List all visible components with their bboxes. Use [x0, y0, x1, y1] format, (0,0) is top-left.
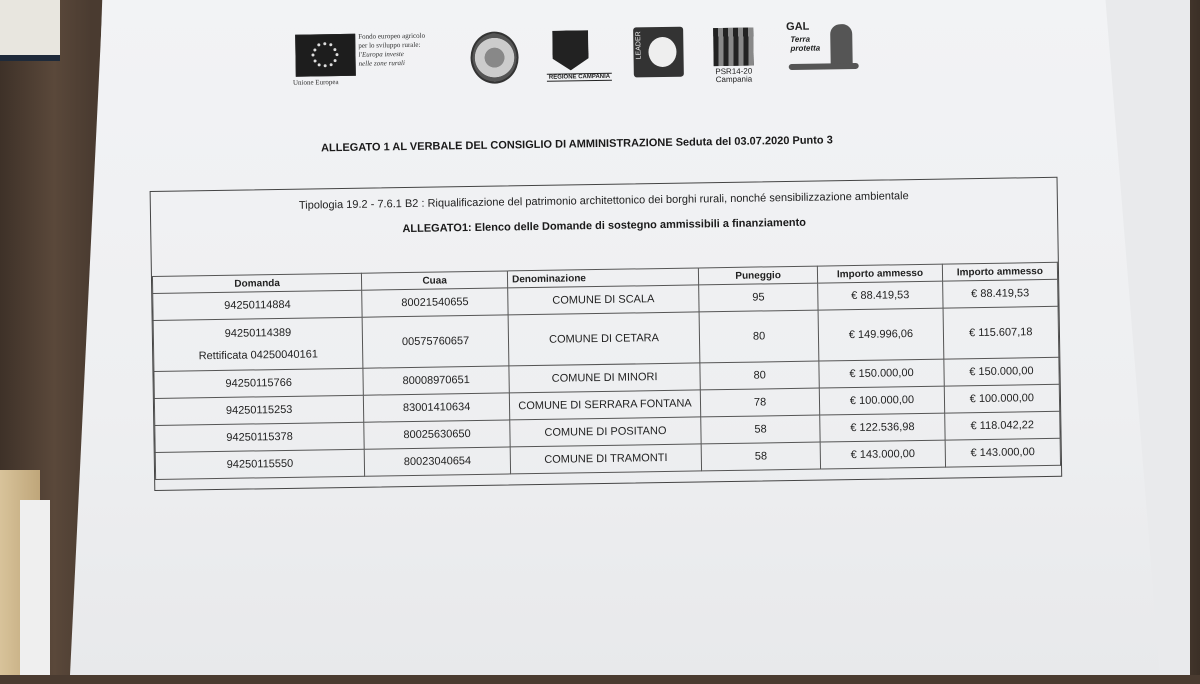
col-header-importo-ammesso-2: Importo ammesso [942, 262, 1058, 281]
leader-logo-icon [633, 27, 684, 78]
cell-domanda: 94250114884 [153, 290, 363, 320]
cell-denominazione: COMUNE DI SCALA [508, 285, 699, 315]
applications-box [150, 177, 1063, 491]
cell-denominazione: COMUNE DI TRAMONTI [510, 444, 701, 474]
cell-domanda [153, 317, 363, 371]
eu-star-icon [323, 42, 326, 45]
cell-cuaa: 83001410634 [364, 393, 510, 422]
eu-star-icon [334, 48, 337, 51]
domanda-number: 94250114389 [224, 326, 292, 340]
tipologia-text: Tipologia 19.2 - 7.6.1 B2 : Riqualificazione del patrimonio architettonico dei borghi rurali, nonché sensibilizzazione ambientale [298, 190, 909, 212]
eu-star-icon [317, 44, 320, 47]
col-header-cuaa: Cuaa [362, 271, 508, 290]
eu-flag-icon [295, 34, 356, 77]
cell-cuaa: 80025630650 [364, 420, 510, 449]
cell-cuaa: 00575760657 [362, 315, 509, 368]
eu-fund-line: nelle zone rurali [358, 59, 405, 68]
eu-star-icon [313, 59, 316, 62]
psr-label-line: Campania [715, 74, 753, 85]
eu-fund-line: per lo sviluppo rurale: [358, 40, 421, 50]
italian-republic-emblem-icon [470, 31, 519, 84]
eu-star-icon [330, 63, 333, 66]
col-header-domanda: Domanda [152, 273, 361, 293]
cell-denominazione: COMUNE DI MINORI [509, 363, 700, 393]
campania-shield-icon [552, 30, 589, 71]
cell-denominazione: COMUNE DI POSITANO [510, 417, 701, 447]
gal-subtitle-line: Terra [790, 34, 811, 44]
cell-importo-2: € 88.419,53 [942, 279, 1058, 308]
campania-label: REGIONE CAMPANIA [547, 73, 612, 82]
domanda-note: Rettificata 04250040161 [198, 348, 319, 363]
cell-denominazione: COMUNE DI CETARA [508, 312, 700, 366]
heading-main: ALLEGATO 1 AL VERBALE DEL CONSIGLIO DI AMMINISTRAZIONE [320, 136, 673, 155]
cell-importo: € 122.536,98 [820, 413, 945, 442]
col-header-denominazione: Denominazione [507, 268, 698, 288]
cell-punteggio: 95 [699, 283, 819, 312]
leader-label: LEADER [635, 31, 643, 60]
cell-punteggio: 80 [700, 361, 820, 390]
cell-cuaa: 80023040654 [364, 447, 510, 476]
cell-importo: € 88.419,53 [818, 281, 943, 310]
eu-star-icon [334, 59, 337, 62]
cell-importo-2: € 143.000,00 [945, 438, 1061, 467]
cell-importo: € 100.000,00 [820, 386, 945, 415]
cell-importo: € 150.000,00 [819, 359, 944, 388]
cell-punteggio: 78 [700, 388, 820, 417]
document-heading [0, 129, 1157, 159]
cell-punteggio: 80 [699, 310, 819, 363]
eu-star-icon [311, 53, 314, 56]
col-header-punteggio: Puneggio [698, 266, 817, 285]
psr-logo-icon [713, 28, 754, 67]
cell-importo: € 143.000,00 [820, 440, 945, 469]
gal-subtitle [790, 35, 820, 53]
eu-fund-line: l'Europa investe [358, 50, 404, 59]
allegato-title: ALLEGATO1: Elenco delle Domande di sostegno ammissibili a finanziamento [402, 216, 807, 236]
cell-domanda: 94250115766 [154, 368, 364, 398]
cell-denominazione: COMUNE DI SERRARA FONTANA [509, 390, 700, 420]
cell-importo-2: € 118.042,22 [944, 411, 1060, 440]
cell-punteggio: 58 [701, 415, 821, 444]
leader-leaf-icon [648, 37, 676, 67]
psr-label-line: PSR14-20 [715, 66, 753, 77]
eu-star-icon [313, 48, 316, 51]
logo-bar [290, 18, 871, 97]
eu-fund-text [358, 31, 469, 69]
eu-star-icon [329, 44, 332, 47]
cell-cuaa: 80008970651 [363, 366, 509, 395]
psr-label [709, 67, 759, 84]
applications-table [152, 262, 1061, 480]
gal-subtitle-line: protetta [790, 43, 821, 53]
cell-domanda: 94250115550 [155, 449, 365, 479]
cell-punteggio: 58 [701, 442, 821, 471]
cell-importo: € 149.996,06 [818, 308, 943, 361]
col-header-importo-ammesso: Importo ammesso [818, 264, 943, 283]
cell-cuaa: 80021540655 [362, 288, 508, 317]
cell-domanda: 94250115253 [154, 395, 364, 425]
eu-star-icon [324, 64, 327, 67]
gal-label: GAL [786, 20, 810, 34]
eu-fund-line: Fondo europeo agricolo [358, 31, 426, 41]
cell-importo-2: € 100.000,00 [944, 384, 1060, 413]
cell-importo-2: € 115.607,18 [943, 306, 1059, 359]
eu-star-icon [335, 53, 338, 56]
eu-star-icon [318, 63, 321, 66]
eu-label: Unione Europea [292, 78, 339, 87]
gal-tower-icon [830, 24, 853, 66]
heading-session: Seduta del 03.07.2020 Punto 3 [675, 134, 833, 149]
gal-wave-icon [789, 63, 859, 70]
cell-domanda: 94250115378 [155, 422, 365, 452]
cell-importo-2: € 150.000,00 [944, 357, 1060, 386]
